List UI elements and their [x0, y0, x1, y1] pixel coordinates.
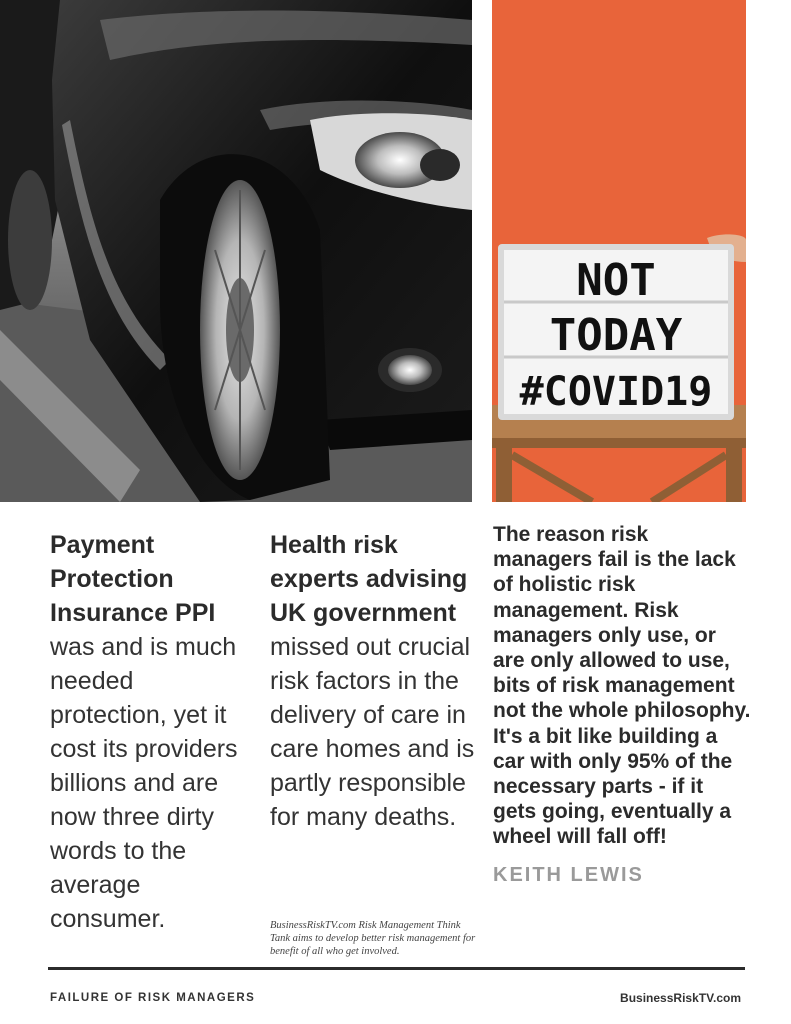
column-ppi: [50, 528, 255, 936]
footer-title: FAILURE OF RISK MANAGERS: [50, 992, 256, 1004]
quote-text: The reason risk managers fail is the lack of holistic risk management. Risk managers only use, or are only allowed to use, bits of risk management not the whole philosophy. It's a bit like building a car with only 95% of the necessary parts - if it gets going, eventually a wheel will fall off!: [493, 523, 751, 849]
health-risk-body: missed out crucial risk factors in the delivery of care in care homes and is partly responsible for many deaths.: [270, 633, 475, 831]
quote-author: KEITH LEWIS: [493, 863, 644, 886]
column-quote: [493, 522, 751, 887]
health-risk-heading: Health risk experts advising UK government: [270, 531, 468, 627]
car-photo-icon: [0, 0, 472, 502]
think-tank-note: BusinessRiskTV.com Risk Management Think Tank aims to develop better risk management for benefit of all who get involved.: [270, 920, 476, 957]
lightbox-line-3: #COVID19: [519, 369, 713, 415]
ppi-heading: Payment Protection Insurance PPI: [50, 531, 216, 627]
lightbox-line-1: NOT: [576, 255, 656, 306]
lightbox-line-2: TODAY: [549, 310, 683, 361]
ppi-body: was and is much needed protection, yet it cost its providers billions and are now three dirty words to the average consumer.: [50, 633, 238, 933]
lightbox-sign-icon: [492, 0, 746, 502]
lightbox-sign-photo: [492, 0, 746, 502]
column-health-risk: [270, 528, 475, 834]
car-photo: [0, 0, 472, 502]
footer-rule: [48, 967, 745, 970]
footer-website-link[interactable]: BusinessRiskTV.com: [620, 991, 741, 1005]
